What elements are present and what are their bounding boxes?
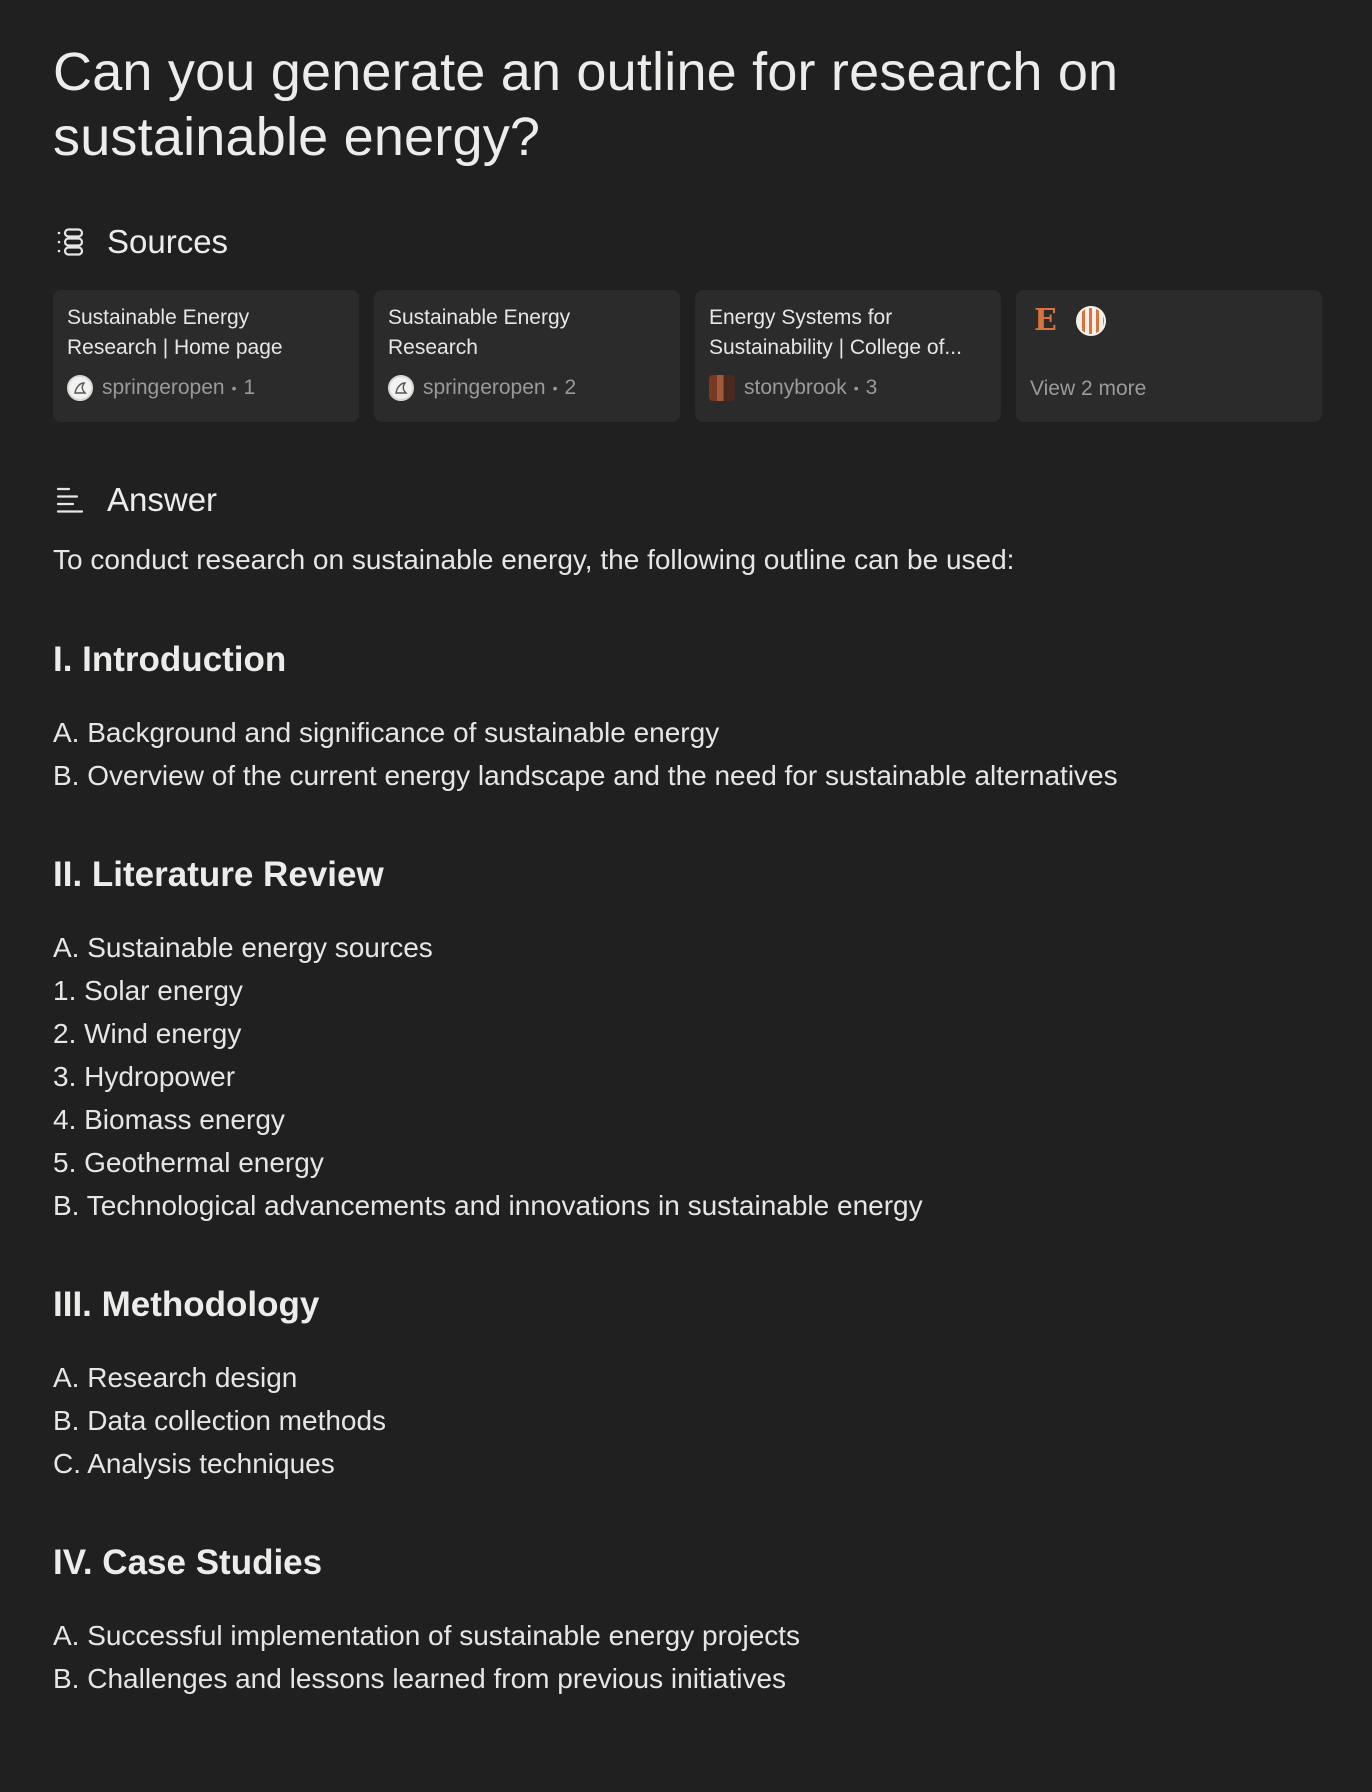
source-site: stonybrook [744, 376, 847, 399]
sources-label: Sources [107, 223, 229, 260]
separator-dot: • [552, 380, 558, 396]
sources-header [53, 222, 1325, 262]
answer-header [53, 480, 1325, 520]
view-more-link[interactable]: View 2 more [1030, 377, 1147, 400]
source-index: 2 [564, 376, 577, 399]
outline-heading: I. Introduction [53, 640, 287, 679]
source-index: 3 [865, 376, 878, 399]
outline-heading: II. Literature Review [53, 855, 384, 894]
answer-intro: To conduct research on sustainable energy, the following outline can be used: [53, 544, 1015, 575]
outline-section [53, 853, 1325, 1227]
source-card-title: Energy Systems for Sustainability | College of... [709, 306, 962, 359]
answer-lines-icon [53, 483, 87, 517]
outline-heading: III. Methodology [53, 1285, 320, 1324]
outline-item: B. Technological advancements and innovations in sustainable energy [53, 1190, 923, 1221]
source-site: springeropen [423, 376, 546, 399]
outline-item: C. Analysis techniques [53, 1448, 335, 1479]
source-card[interactable] [374, 290, 680, 422]
sources-list-icon [53, 225, 87, 259]
source-card[interactable] [695, 290, 1001, 422]
outline-item: 2. Wind energy [53, 1018, 242, 1049]
outline-item: A. Sustainable energy sources [53, 932, 433, 963]
more-source-icons [1030, 303, 1308, 339]
source-card[interactable] [53, 290, 359, 422]
springer-favicon-icon [67, 375, 93, 401]
outline-item: B. Challenges and lessons learned from previous initiatives [53, 1663, 787, 1694]
question-title: Can you generate an outline for research on sustainable energy? [53, 42, 1119, 167]
source-card-meta [709, 375, 987, 401]
outline-item: A. Successful implementation of sustainable energy projects [53, 1620, 801, 1651]
outline-section [53, 1283, 1325, 1485]
striped-circle-logo-icon [1076, 306, 1106, 336]
source-card-meta [388, 375, 666, 401]
answer-page [53, 40, 1325, 1700]
outline [53, 638, 1325, 1700]
source-card-title: Sustainable Energy Research | Home page [67, 306, 283, 359]
source-card-meta [67, 375, 345, 401]
outline-item: 1. Solar energy [53, 975, 243, 1006]
answer-label: Answer [107, 481, 218, 518]
source-card-title: Sustainable Energy Research [388, 306, 571, 359]
outline-item: A. Research design [53, 1362, 298, 1393]
outline-section [53, 1541, 1325, 1700]
view-more-card[interactable] [1016, 290, 1322, 422]
source-cards [53, 290, 1325, 422]
outline-heading: IV. Case Studies [53, 1543, 323, 1582]
outline-item: B. Data collection methods [53, 1405, 387, 1436]
outline-item: 3. Hydropower [53, 1061, 236, 1092]
source-index: 1 [243, 376, 256, 399]
springer-favicon-icon [388, 375, 414, 401]
outline-item: 5. Geothermal energy [53, 1147, 324, 1178]
outline-item: 4. Biomass energy [53, 1104, 285, 1135]
separator-dot: • [231, 380, 237, 396]
outline-section [53, 638, 1325, 797]
e-logo-icon: E [1034, 303, 1057, 338]
separator-dot: • [853, 380, 859, 396]
outline-item: A. Background and significance of sustainable energy [53, 717, 720, 748]
stonybrook-favicon-icon [709, 375, 735, 401]
outline-item: B. Overview of the current energy landscape and the need for sustainable alternatives [53, 760, 1118, 791]
source-site: springeropen [102, 376, 225, 399]
